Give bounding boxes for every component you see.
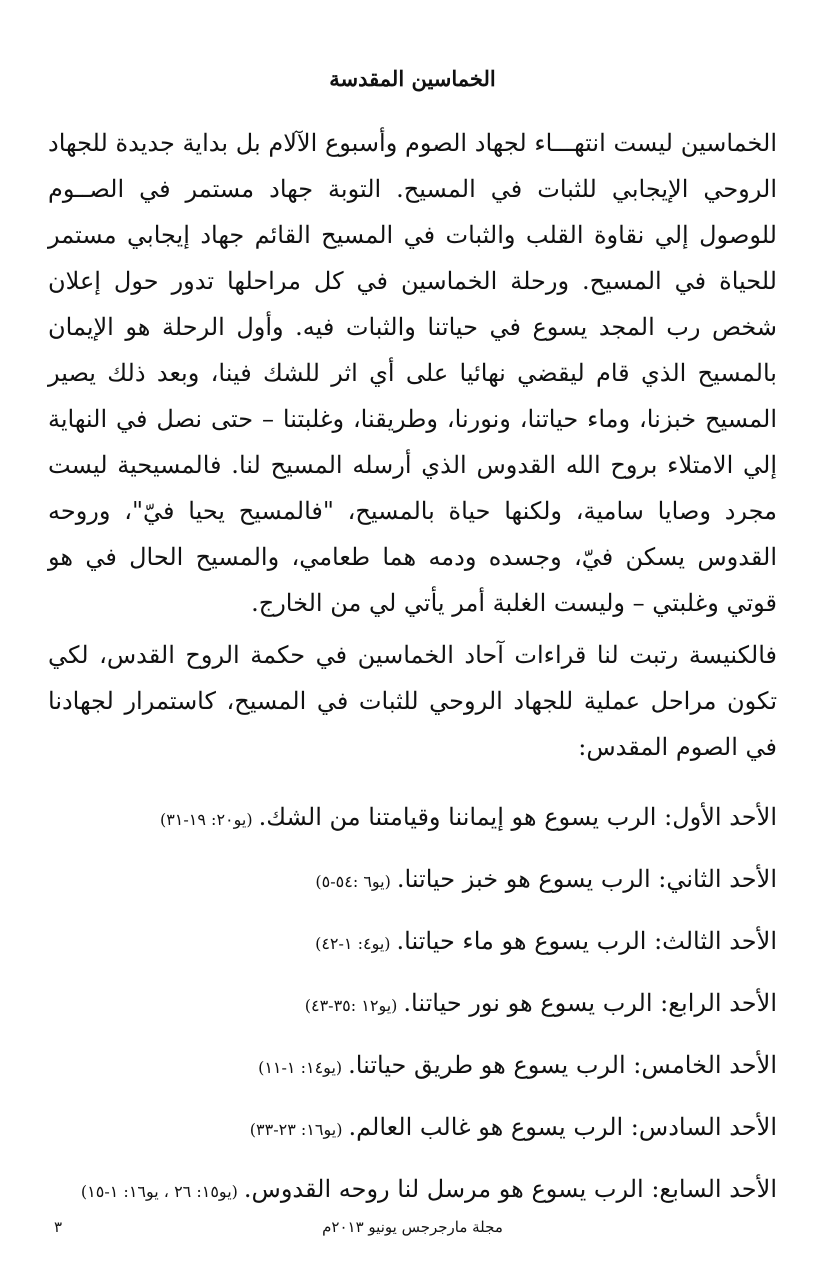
list-item (40, 1043, 777, 1105)
paragraph-2: فالكنيسة رتبت لنا قراءات آحاد الخماسين في حكمة الروح القدس، لكي تكون مراحل عملية للجهاد الروحي للثبات في المسيح، كاستمرار لجهادنا في الصوم المقدس: (48, 641, 777, 761)
main-paragraph (48, 120, 777, 626)
list-item (40, 919, 777, 981)
scripture-reference: (يو٦ :٥٤-٥) (315, 872, 391, 891)
scripture-reference: (يو٢٠: ١٩-٣١) (159, 810, 253, 829)
page-title: الخماسين المقدسة (329, 66, 496, 91)
page-footer (48, 1218, 777, 1242)
second-paragraph (48, 632, 777, 770)
scripture-reference: (يو١٥: ٢٦ ، يو١٦: ١-١٥) (80, 1182, 238, 1201)
sunday-text: الأحد السابع: الرب يسوع هو مرسل لنا روحه القدوس. (243, 1175, 777, 1203)
sunday-text: الأحد الثالث: الرب يسوع هو ماء حياتنا. (396, 927, 777, 955)
sunday-text: الأحد الرابع: الرب يسوع هو نور حياتنا. (403, 989, 777, 1017)
sundays-list (40, 795, 777, 1229)
sunday-text: الأحد السادس: الرب يسوع هو غالب العالم. (348, 1113, 777, 1141)
sunday-text: الأحد الأول: الرب يسوع هو إيماننا وقيامتنا من الشك. (258, 803, 777, 831)
scripture-reference: (يو١٦: ٢٣-٣٣) (249, 1120, 343, 1139)
list-item (40, 795, 777, 857)
scripture-reference: (يو١٤: ١-١١) (258, 1058, 343, 1077)
scripture-reference: (يو٤: ١-٤٢) (315, 934, 391, 953)
sunday-text: الأحد الخامس: الرب يسوع هو طريق حياتنا. (348, 1051, 777, 1079)
publication-name: مجلة مارجرجس يونيو ٢٠١٣م (322, 1218, 503, 1236)
paragraph-1: الخماسين ليست انتهـــاء لجهاد الصوم وأسبوع الآلام بل بداية جديدة للجهاد الروحي الإيجابي للثبات في المسيح. التوبة جهاد مستمر في الصــوم للوصول إلي نقاوة القلب والثبات في المسيح القائم جهاد إيجابي مستمر للحياة في المسيح. ورحلة الخماسين في كل مراحلها تدور حول إعلان شخص رب المجد يسوع في حياتنا والثبات فيه. وأول الرحلة هو الإيمان بالمسيح الذي قام ليقضي نهائيا على أي اثر للشك فينا، وبعد ذلك يصير المسيح خبزنا، وماء حياتنا، ونورنا، وطريقنا، وغلبتنا – حتى نصل في النهاية إلي الامتلاء بروح الله القدوس الذي أرسله المسيح لنا. فالمسيحية ليست مجرد وصايا سامية، ولكنها حياة بالمسيح، "فالمسيح يحيا فيّ"، وروحه القدوس يسكن فيّ، وجسده ودمه هما طعامي، والمسيح الحال في هو قوتي وغلبتي – وليست الغلبة أمر يأتي لي من الخارج. (48, 129, 777, 617)
sunday-text: الأحد الثاني: الرب يسوع هو خبز حياتنا. (396, 865, 777, 893)
list-item (40, 1105, 777, 1167)
scripture-reference: (يو١٢ :٣٥-٤٣) (304, 996, 398, 1015)
list-item (40, 981, 777, 1043)
page-number: ٣ (54, 1218, 63, 1236)
list-item (40, 857, 777, 919)
